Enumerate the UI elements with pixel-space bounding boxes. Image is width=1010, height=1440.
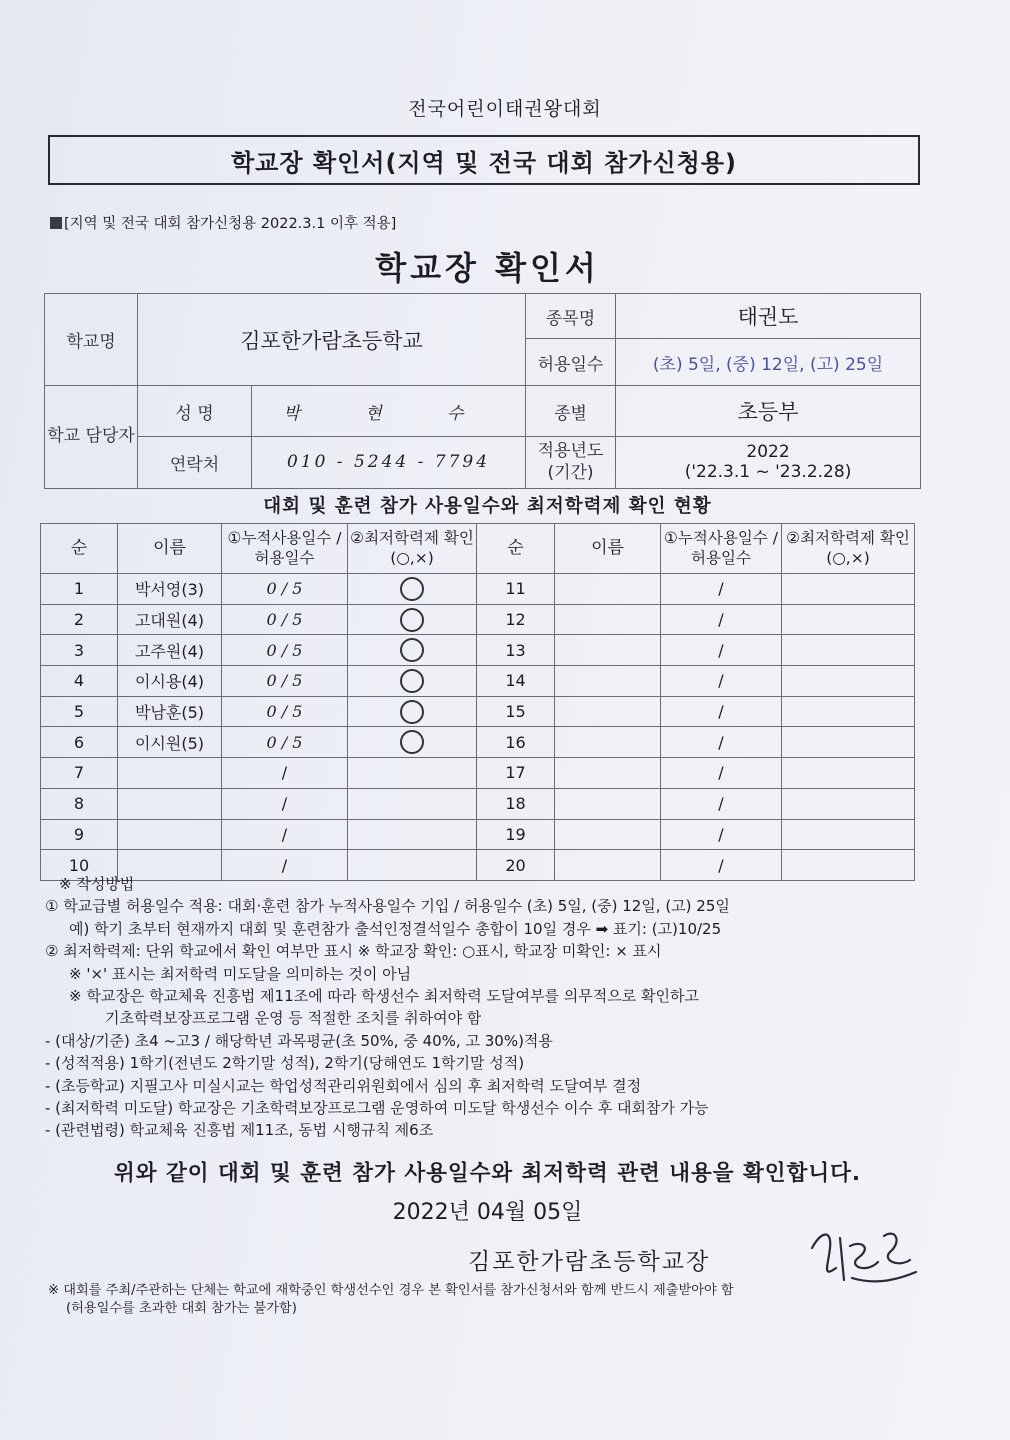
table-row: [41, 727, 477, 758]
form-subtitle: [50, 212, 396, 233]
table-row: [41, 666, 477, 697]
athlete-name: 이시용(4): [118, 666, 222, 697]
table-row: [477, 758, 915, 789]
row-number: 11: [477, 574, 555, 605]
event-label: 종목명: [526, 294, 616, 339]
form-title: 학교장 확인서(지역 및 전국 대회 참가신청용): [230, 148, 738, 177]
athlete-name: [555, 666, 661, 697]
athlete-name: [555, 574, 661, 605]
academic-check: [782, 635, 915, 666]
table-row: [41, 758, 477, 789]
used-days: /: [661, 727, 782, 758]
athlete-name: 고주원(4): [118, 635, 222, 666]
row-number: 1: [41, 574, 118, 605]
row-number: 19: [477, 819, 555, 850]
academic-check: [782, 574, 915, 605]
row-number: 6: [41, 727, 118, 758]
academic-check: [348, 604, 477, 635]
table-row: [41, 635, 477, 666]
issue-date: 2022년 04월 05일: [392, 1200, 583, 1225]
used-days: /: [661, 604, 782, 635]
used-days: /: [661, 574, 782, 605]
academic-check: [348, 727, 477, 758]
table-row: [477, 666, 915, 697]
event-value: 태권도: [616, 294, 921, 339]
athletes-table-right: [476, 523, 915, 881]
header-name: 이름: [118, 524, 222, 574]
check-circle-mark: [400, 577, 424, 601]
writing-instructions: [45, 873, 925, 1142]
athlete-name: 이시원(5): [118, 727, 222, 758]
row-number: 20: [477, 850, 555, 881]
detail-1: - (대상/기준) 초4 ~고3 / 해당학년 과목평균(초 50%, 중 40%, 고 30%)적용: [45, 1031, 553, 1050]
academic-check: [782, 758, 915, 789]
athlete-name: [555, 788, 661, 819]
table-row: [41, 788, 477, 819]
used-days: 0 / 5: [222, 696, 348, 727]
table-row: [477, 696, 915, 727]
athletes-table-left: [40, 523, 477, 881]
academic-check: [348, 819, 477, 850]
athletes-body-left: [41, 574, 477, 881]
header-min-academic: ②최저학력제 확인(○,×): [782, 524, 915, 574]
athlete-name: [555, 635, 661, 666]
row-number: 13: [477, 635, 555, 666]
used-days: 0 / 5: [222, 574, 348, 605]
principal-title: 김포한가람초등학교장: [468, 1249, 711, 1275]
division-label: 종별: [526, 386, 616, 436]
manager-label: 학교 담당자: [45, 386, 138, 489]
table-row: [41, 604, 477, 635]
check-circle-mark: [400, 638, 424, 662]
athlete-name: [118, 788, 222, 819]
used-days: /: [661, 758, 782, 789]
period-value: ('22.3.1 ~ '23.2.28): [684, 462, 852, 483]
row-number: 5: [41, 696, 118, 727]
check-circle-mark: [400, 730, 424, 754]
athletes-body-right: [477, 574, 915, 881]
notes-heading: ※ 작성방법: [59, 875, 135, 893]
row-number: 14: [477, 666, 555, 697]
used-days: 0 / 5: [222, 666, 348, 697]
table-row: [477, 819, 915, 850]
division-value: 초등부: [616, 386, 921, 436]
used-days: 0 / 5: [222, 604, 348, 635]
confirmation-statement: 위와 같이 대회 및 훈련 참가 사용일수와 최저학력 관련 내용을 확인합니다.: [113, 1161, 862, 1186]
athlete-name: [555, 758, 661, 789]
footer-line-1: ※ 대회를 주최/주관하는 단체는 학교에 재학중인 학생선수인 경우 본 확인서를 참가신청서와 함께 반드시 제출받아야 함: [48, 1283, 734, 1298]
athlete-name: 박서영(3): [118, 574, 222, 605]
detail-4: - (최저학력 미도달) 학교장은 기초학력보장프로그램 운영하여 미도달 학생선수 이수 후 대회참가 가능: [45, 1099, 709, 1118]
note-4: ※ 학교장은 학교체육 진흥법 제11조에 따라 학생선수 최저학력 도달여부를 의무적으로 확인하고: [69, 987, 699, 1006]
used-days: /: [222, 788, 348, 819]
footer-note: [48, 1282, 928, 1318]
athlete-name: 박남훈(5): [118, 696, 222, 727]
table-row: [41, 574, 477, 605]
academic-check: [348, 696, 477, 727]
contact-handwritten: 010 - 5244 - 7794: [252, 436, 526, 488]
square-bullet-icon: [50, 217, 62, 229]
athlete-name: [555, 819, 661, 850]
row-number: 2: [41, 604, 118, 635]
academic-check: [348, 788, 477, 819]
section-title: 대회 및 훈련 참가 사용일수와 최저학력제 확인 현황: [263, 496, 712, 517]
athlete-name: [555, 696, 661, 727]
table-row: [477, 574, 915, 605]
school-label: 학교명: [45, 294, 138, 386]
year-label: 적용년도 (기간): [526, 436, 616, 488]
academic-check: [348, 666, 477, 697]
used-days: /: [661, 666, 782, 697]
athlete-name: [118, 758, 222, 789]
athlete-name: 고대원(4): [118, 604, 222, 635]
used-days: /: [222, 819, 348, 850]
header-name: 이름: [555, 524, 661, 574]
year-value: 2022: [746, 442, 790, 463]
table-row: [41, 819, 477, 850]
footer-line-2: (허용일수를 초과한 대회 참가는 불가함): [66, 1301, 297, 1316]
academic-check: [348, 574, 477, 605]
used-days: /: [661, 635, 782, 666]
academic-check: [782, 819, 915, 850]
table-row: [41, 696, 477, 727]
school-info-table: [44, 293, 921, 489]
school-name: 김포한가람초등학교: [138, 294, 526, 386]
athlete-name: [555, 604, 661, 635]
note-1: ① 학교급별 허용일수 적용: 대회·훈련 참가 누적사용일수 기입 / 허용일수 (초) 5일, (중) 12일, (고) 25일: [45, 897, 730, 916]
note-1-example: 예) 학기 초부터 현재까지 대회 및 훈련참가 출석인정결석일수 총합이 10일 경우 ➡ 표기: (고)10/25: [69, 919, 722, 938]
header-used-days: ①누적사용일수 /허용일수: [222, 524, 348, 574]
academic-check: [782, 788, 915, 819]
subtitle-text: [지역 및 전국 대회 참가신청용 2022.3.1 이후 적용]: [64, 216, 397, 232]
header-no: 순: [41, 524, 118, 574]
used-days: /: [661, 850, 782, 881]
organization-name: 전국어린이태권왕대회: [408, 98, 602, 120]
row-number: 8: [41, 788, 118, 819]
name-label: 성 명: [138, 386, 252, 436]
academic-check: [782, 727, 915, 758]
used-days: 0 / 5: [222, 727, 348, 758]
row-number: 16: [477, 727, 555, 758]
allowed-days-value: (초) 5일, (중) 12일, (고) 25일: [616, 339, 921, 386]
row-number: 3: [41, 635, 118, 666]
year-cell: [616, 436, 921, 488]
principal-signature: [792, 1218, 922, 1288]
row-number: 15: [477, 696, 555, 727]
academic-check: [348, 758, 477, 789]
table-row: [477, 788, 915, 819]
row-number: 10: [41, 850, 118, 881]
table-row: [477, 604, 915, 635]
academic-check: [782, 696, 915, 727]
document-title: 학교장 확인서: [375, 249, 600, 287]
check-circle-mark: [400, 669, 424, 693]
row-number: 4: [41, 666, 118, 697]
table-row: [477, 727, 915, 758]
used-days: 0 / 5: [222, 635, 348, 666]
detail-3: - (초등학교) 지필고사 미실시교는 학업성적관리위원회에서 심의 후 최저학력 도달여부 결정: [45, 1076, 642, 1095]
detail-5: - (관련법령) 학교체육 진흥법 제11조, 동법 시행규칙 제6조: [45, 1121, 434, 1140]
header-no: 순: [477, 524, 555, 574]
row-number: 9: [41, 819, 118, 850]
row-number: 7: [41, 758, 118, 789]
check-circle-mark: [400, 700, 424, 724]
manager-name-handwritten: 박 현 수: [252, 386, 526, 436]
used-days: /: [661, 788, 782, 819]
note-2: ② 최저학력제: 단위 학교에서 확인 여부만 표시 ※ 학교장 확인: ○표시, 학교장 미확인: × 표시: [45, 942, 662, 961]
detail-2: - (성적적용) 1학기(전년도 2학기말 성적), 2학기(당해연도 1학기말 성적): [45, 1054, 525, 1073]
note-4-cont: 기초학력보장프로그램 운영 등 적절한 조치를 취하여야 함: [105, 1009, 482, 1028]
table-row: [477, 635, 915, 666]
row-number: 12: [477, 604, 555, 635]
row-number: 17: [477, 758, 555, 789]
note-3: ※ '×' 표시는 최저학력 미도달을 의미하는 것이 아님: [69, 964, 412, 983]
header-min-academic: ②최저학력제 확인(○,×): [348, 524, 477, 574]
row-number: 18: [477, 788, 555, 819]
contact-label: 연락처: [138, 436, 252, 488]
athlete-name: [118, 819, 222, 850]
used-days: /: [222, 758, 348, 789]
form-title-box: [48, 135, 920, 185]
check-circle-mark: [400, 608, 424, 632]
used-days: /: [661, 696, 782, 727]
academic-check: [782, 666, 915, 697]
academic-check: [348, 635, 477, 666]
allowed-days-label: 허용일수: [526, 339, 616, 386]
header-used-days: ①누적사용일수 /허용일수: [661, 524, 782, 574]
used-days: /: [661, 819, 782, 850]
academic-check: [782, 604, 915, 635]
used-days: /: [222, 850, 348, 881]
athlete-name: [555, 727, 661, 758]
